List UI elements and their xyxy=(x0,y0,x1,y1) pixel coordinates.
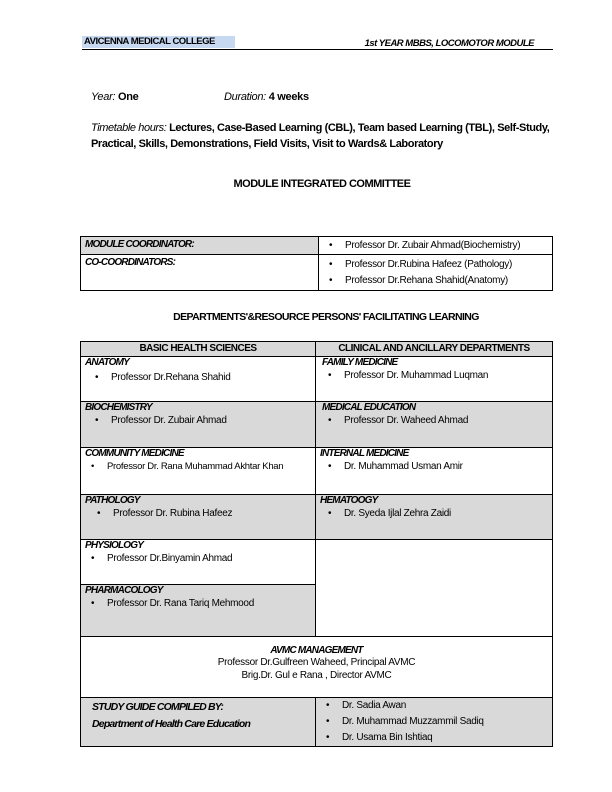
header-rule xyxy=(82,49,553,50)
dept-name: PATHOLOGY xyxy=(85,495,140,506)
dept-person: • Professor Dr. Rana Tariq Mehmood xyxy=(81,596,315,612)
duration-value: 4 weeks xyxy=(268,91,309,103)
dept-person: • Professor Dr.Rehana Shahid xyxy=(85,370,315,386)
basic-sciences-header: BASIC HEALTH SCIENCES xyxy=(80,341,316,357)
coordinator: • Professor Dr. Zubair Ahmad(Biochemistry) xyxy=(319,238,552,254)
cocoordinators-label-cell xyxy=(80,254,319,291)
dept-cell-internal-medicine xyxy=(315,447,553,495)
dept-name: PHARMACOLOGY xyxy=(85,585,163,596)
compiler: • Dr. Usama Bin Ishtiaq xyxy=(316,730,552,746)
year-label: Year: xyxy=(91,91,116,103)
dept-person: • Dr. Syeda Ijlal Zehra Zaidi xyxy=(318,506,552,522)
dept-person: • Professor Dr. Muhammad Luqman xyxy=(318,368,552,384)
coordinator-label: MODULE COORDINATOR: xyxy=(85,239,194,250)
dept-name: PHYSIOLOGY xyxy=(85,540,144,551)
compiler: • Dr. Muhammad Muzzammil Sadiq xyxy=(316,714,552,730)
cocoordinators-label: CO-COORDINATORS: xyxy=(85,257,176,268)
compiler: • Dr. Sadia Awan xyxy=(316,698,552,714)
management-cell xyxy=(80,636,553,698)
cocoordinators-cell xyxy=(318,254,553,291)
dept-name: ANATOMY xyxy=(85,357,130,368)
study-guide-label: STUDY GUIDE COMPILED BY: xyxy=(92,701,224,713)
dept-name: COMMUNITY MEDICINE xyxy=(85,448,184,459)
dept-cell-hematology xyxy=(315,494,553,540)
dept-cell-community-medicine xyxy=(80,447,316,495)
management-line: Brig.Dr. Gul e Rana , Director AVMC xyxy=(241,670,392,681)
committee-title: MODULE INTEGRATED COMMITTEE xyxy=(233,178,411,190)
dept-name: HEMATOOGY xyxy=(320,495,378,506)
empty-cell xyxy=(315,539,553,637)
module-name: 1st YEAR MBBS, LOCOMOTOR MODULE xyxy=(364,38,534,49)
dept-cell-family-medicine xyxy=(315,356,553,402)
timetable-label: Timetable hours: xyxy=(91,122,167,134)
duration xyxy=(224,91,309,103)
dept-name: BIOCHEMISTRY xyxy=(85,402,152,413)
college-name: AVICENNA MEDICAL COLLEGE xyxy=(82,36,235,48)
dept-name: FAMILY MEDICINE xyxy=(322,357,398,368)
dept-person: • Professor Dr. Rubina Hafeez xyxy=(87,506,315,522)
management-line: Professor Dr.Gulfreen Waheed, Principal AVMC xyxy=(217,657,416,668)
dept-person: • Professor Dr. Zubair Ahmad xyxy=(85,413,315,429)
dept-cell-pathology xyxy=(80,494,316,540)
dept-cell-medical-education xyxy=(315,401,553,448)
dept-cell-pharmacology xyxy=(80,584,316,637)
study-guide-people-cell xyxy=(315,697,553,747)
clinical-header: CLINICAL AND ANCILLARY DEPARTMENTS xyxy=(315,341,553,357)
dept-person: • Professor Dr. Waheed Ahmad xyxy=(318,413,552,429)
dept-name: MEDICAL EDUCATION xyxy=(322,402,416,413)
dept-name: INTERNAL MEDICINE xyxy=(320,448,409,459)
timetable-value: Lectures, Case-Based Learning (CBL), Team based Learning (TBL), Self-Study, Practical, Skills, Demonstrations, Field Visits, Visit to Wards& Laboratory xyxy=(91,122,550,150)
year xyxy=(91,91,138,103)
coordinator-label-cell xyxy=(80,236,319,255)
dept-person: • Dr. Muhammad Usman Amir xyxy=(318,459,552,475)
dept-person: • Professor Dr. Rana Muhammad Akhtar Khan xyxy=(81,459,315,475)
dept-cell-anatomy xyxy=(80,356,316,402)
duration-label: Duration: xyxy=(224,91,266,103)
timetable xyxy=(91,120,561,152)
coordinator-cell xyxy=(318,236,553,255)
cocoordinator: • Professor Dr.Rubina Hafeez (Pathology) xyxy=(319,257,552,273)
study-guide-department: Department of Health Care Education xyxy=(92,718,251,730)
dept-person: • Professor Dr.Binyamin Ahmad xyxy=(81,551,315,567)
year-value: One xyxy=(117,91,139,103)
departments-title: DEPARTMENTS'&RESOURCE PERSONS' FACILITATING LEARNING xyxy=(173,311,479,323)
cocoordinator: • Professor Dr.Rehana Shahid(Anatomy) xyxy=(319,273,552,289)
study-guide-label-cell xyxy=(80,697,316,747)
dept-cell-physiology xyxy=(80,539,316,585)
dept-cell-biochemistry xyxy=(80,401,316,448)
management-title: AVMC MANAGEMENT xyxy=(270,645,363,656)
